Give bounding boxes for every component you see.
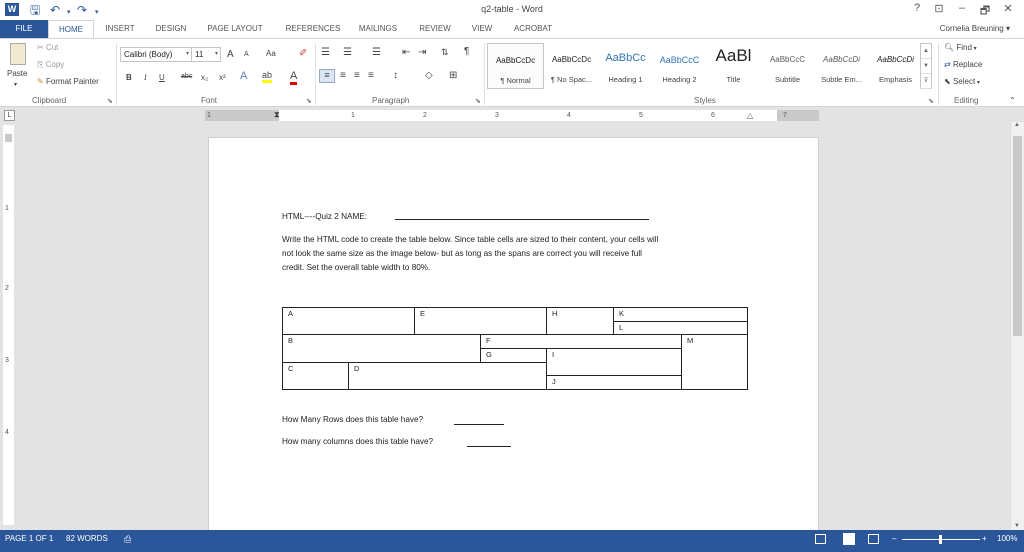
- rows-answer-line: [454, 424, 504, 425]
- shading-icon[interactable]: ◇: [425, 70, 433, 81]
- ruler-number: 3: [5, 357, 9, 364]
- style-preview: AaBbCcDi: [877, 55, 914, 64]
- style-name: Emphasis: [879, 75, 912, 84]
- scroll-down-icon[interactable]: ▼: [921, 59, 931, 74]
- scroll-up-icon[interactable]: ▲: [921, 44, 931, 59]
- scrollbar-thumb[interactable]: [1013, 136, 1022, 336]
- font-launcher-icon[interactable]: ⬊: [306, 98, 312, 105]
- scissors-icon: ✂: [37, 43, 46, 52]
- table-cell[interactable]: B: [282, 334, 481, 363]
- tab-view[interactable]: VIEW: [471, 24, 493, 33]
- ruler-number: 7: [783, 112, 787, 119]
- word-count[interactable]: 82 WORDS: [66, 534, 108, 543]
- user-account[interactable]: Cornelia Breuning ▾: [939, 24, 1010, 33]
- align-left-icon[interactable]: ≡: [319, 69, 335, 83]
- scroll-up-icon[interactable]: ▲: [1014, 122, 1020, 128]
- vertical-scrollbar[interactable]: [1010, 122, 1024, 530]
- style-preview: AaBbCcDc: [551, 55, 592, 64]
- tab-insert[interactable]: INSERT: [105, 24, 135, 33]
- style-title[interactable]: [707, 43, 760, 89]
- save-icon[interactable]: 🖫: [30, 3, 41, 17]
- find-label: Find: [956, 43, 972, 52]
- ruler-number: 1: [207, 112, 211, 119]
- word-logo-icon: W: [5, 3, 19, 16]
- ruler-left-margin: [205, 110, 279, 121]
- style-subtle-emphasis[interactable]: [815, 43, 868, 89]
- tab-review[interactable]: REVIEW: [419, 24, 451, 33]
- tab-file[interactable]: FILE: [0, 20, 48, 38]
- ruler-number: 4: [5, 429, 9, 436]
- collapse-ribbon-icon[interactable]: ⌃: [1009, 96, 1016, 105]
- chevron-down-icon[interactable]: ▾: [185, 51, 189, 57]
- paragraph-group-label: Paragraph: [372, 96, 410, 105]
- table-cell[interactable]: M: [681, 334, 748, 390]
- name-blank-line: [395, 219, 649, 220]
- group-separator: [938, 43, 939, 105]
- shrink-font-button[interactable]: A: [244, 51, 249, 58]
- ribbon: [0, 38, 1024, 107]
- indent-marker-icon[interactable]: ⧗: [274, 110, 280, 119]
- vertical-ruler-margin: [5, 134, 12, 142]
- clipboard-icon[interactable]: [10, 43, 26, 65]
- style-preview: AaBbCcDc: [495, 56, 536, 65]
- instruction-line: credit. Set the overall table width to 80%.: [282, 263, 431, 272]
- tab-selector[interactable]: L: [4, 110, 15, 121]
- styles-scroll[interactable]: [920, 43, 932, 89]
- style-preview: AaBl: [715, 46, 752, 65]
- sort-icon[interactable]: ⇅: [441, 47, 449, 57]
- grow-font-button[interactable]: A: [227, 49, 234, 60]
- paragraph-launcher-icon[interactable]: ⬊: [475, 98, 481, 105]
- tab-home[interactable]: HOME: [48, 20, 94, 39]
- style-preview: AaBbCcC: [659, 55, 700, 65]
- instruction-line: not look the same size as the image below- but as long as the spans are correct you will receive full: [282, 249, 642, 258]
- font-color-icon[interactable]: A: [290, 70, 297, 85]
- customize-qa-icon[interactable]: ▾: [95, 9, 99, 16]
- underline-button[interactable]: U: [159, 73, 165, 82]
- horizontal-ruler[interactable]: [205, 110, 819, 121]
- status-bar: [0, 530, 1024, 552]
- numbering-icon[interactable]: ☰: [343, 47, 352, 58]
- scroll-down-icon[interactable]: ▼: [1014, 523, 1020, 529]
- replace-label: Replace: [952, 60, 983, 69]
- zoom-level[interactable]: 100%: [997, 534, 1018, 543]
- select-label: Select: [952, 77, 976, 86]
- borders-icon[interactable]: ⊞: [449, 70, 458, 81]
- style-preview: AaBbCcC: [769, 55, 806, 64]
- paste-button[interactable]: Paste: [7, 69, 28, 78]
- editing-group-label: Editing: [954, 96, 979, 105]
- ruler-number: 4: [567, 112, 571, 119]
- group-separator: [484, 43, 485, 105]
- table-cell[interactable]: F: [480, 334, 682, 349]
- window-title: q2-table - Word: [481, 4, 543, 14]
- styles-group-label: Styles: [694, 96, 716, 105]
- subscript-button[interactable]: x₂: [201, 73, 209, 82]
- increase-indent-icon[interactable]: ⇥: [418, 47, 427, 58]
- undo-dropdown-icon[interactable]: ▾: [67, 9, 71, 16]
- close-button[interactable]: ✕: [1003, 3, 1013, 15]
- group-separator: [116, 43, 117, 105]
- table-cell[interactable]: I: [546, 348, 682, 376]
- styles-launcher-icon[interactable]: ⬊: [928, 98, 934, 105]
- highlight-icon[interactable]: ab: [262, 70, 272, 83]
- tab-mailings[interactable]: MAILINGS: [358, 24, 398, 33]
- bold-button[interactable]: B: [126, 73, 132, 82]
- clear-formatting-icon[interactable]: ✐: [299, 48, 308, 59]
- italic-button[interactable]: I: [144, 73, 147, 82]
- help-button[interactable]: ?: [913, 2, 921, 14]
- vertical-ruler[interactable]: [3, 125, 14, 525]
- style-preview: AaBbCc: [605, 52, 646, 64]
- select-button[interactable]: [944, 77, 980, 86]
- table-cell[interactable]: D: [348, 362, 547, 390]
- multilevel-list-icon[interactable]: ☰: [372, 47, 381, 58]
- align-right-icon[interactable]: ≡: [354, 70, 360, 81]
- strikethrough-button[interactable]: abc: [181, 73, 193, 80]
- columns-question: How many columns does this table have?: [282, 437, 434, 446]
- table-cell[interactable]: G: [480, 348, 547, 363]
- minimize-button[interactable]: –: [958, 2, 966, 14]
- ruler-number: 1: [351, 112, 355, 119]
- ruler-number: 3: [495, 112, 499, 119]
- table-cell[interactable]: H: [546, 307, 614, 335]
- quiz-heading: HTML----Quiz 2 NAME:: [282, 212, 368, 221]
- table-cell[interactable]: L: [613, 321, 748, 335]
- style-name: ¶ Normal: [500, 76, 531, 85]
- binoculars-icon: 🔍︎: [944, 43, 957, 52]
- table-cell[interactable]: E: [414, 307, 547, 335]
- change-case-button[interactable]: Aa: [266, 49, 276, 58]
- zoom-in-button[interactable]: +: [982, 534, 987, 543]
- table-cell[interactable]: K: [613, 307, 748, 322]
- tab-design[interactable]: DESIGN: [155, 24, 187, 33]
- format-painter-button[interactable]: [37, 77, 99, 86]
- instruction-line: Write the HTML code to create the table below. Since table cells are sized to their content, your cells will: [282, 235, 659, 244]
- cut-label: Cut: [45, 43, 59, 52]
- title-bar: [0, 0, 1024, 20]
- zoom-out-button[interactable]: –: [892, 534, 897, 543]
- font-group-label: Font: [201, 96, 218, 105]
- style-name: Title: [726, 75, 741, 84]
- pilcrow-icon[interactable]: ¶: [464, 46, 470, 57]
- font-name-combo[interactable]: [120, 47, 192, 62]
- font-size-value: 11: [195, 50, 204, 59]
- read-mode-icon[interactable]: [815, 534, 826, 544]
- style-no-spacing[interactable]: [545, 43, 598, 89]
- copy-icon: ⎘: [37, 60, 46, 69]
- redo-icon[interactable]: ↷: [77, 3, 88, 17]
- print-layout-icon[interactable]: [843, 533, 855, 545]
- ribbon-display-button[interactable]: ⊡: [934, 3, 944, 15]
- ruler-number: 5: [639, 112, 643, 119]
- ruler-number: 2: [5, 285, 9, 292]
- style-name: Subtle Em...: [821, 75, 862, 84]
- page-count[interactable]: PAGE 1 OF 1: [5, 534, 54, 543]
- table-cell[interactable]: J: [546, 375, 682, 390]
- columns-answer-line: [467, 446, 511, 447]
- format-painter-label: Format Painter: [45, 77, 99, 86]
- undo-icon[interactable]: ↶: [50, 3, 61, 17]
- clipboard-group-label: Clipboard: [32, 96, 67, 105]
- web-layout-icon[interactable]: [868, 534, 879, 544]
- line-spacing-icon[interactable]: ↕: [393, 70, 398, 81]
- align-center-icon[interactable]: ≡: [340, 70, 346, 81]
- rows-question: How Many Rows does this table have?: [282, 415, 424, 424]
- tab-references[interactable]: REFERENCES: [285, 24, 341, 33]
- cursor-icon: ⬉: [944, 77, 953, 86]
- ruler-number: 6: [711, 112, 715, 119]
- more-styles-icon[interactable]: ⊽: [921, 74, 931, 89]
- style-name: ¶ No Spac...: [550, 75, 593, 84]
- style-emphasis[interactable]: [869, 43, 922, 89]
- ruler-number: 2: [423, 112, 427, 119]
- text-effects-icon[interactable]: A: [240, 70, 248, 82]
- ribbon-tabs: [0, 20, 1024, 38]
- copy-label: Copy: [45, 60, 65, 69]
- font-name-value: Calibri (Body): [124, 50, 173, 59]
- find-button[interactable]: [944, 43, 977, 52]
- ruler-row: [0, 108, 1024, 122]
- restore-button[interactable]: 🗗: [979, 5, 991, 17]
- decrease-indent-icon[interactable]: ⇤: [402, 47, 411, 58]
- cut-button[interactable]: [37, 43, 58, 52]
- font-size-combo[interactable]: [191, 47, 221, 62]
- bullets-icon[interactable]: ☰: [321, 47, 330, 58]
- chevron-down-icon: ▾: [975, 80, 980, 86]
- style-heading-2[interactable]: [653, 43, 706, 89]
- superscript-button[interactable]: x²: [219, 73, 226, 82]
- copy-button[interactable]: [37, 60, 64, 70]
- tab-page-layout[interactable]: PAGE LAYOUT: [207, 24, 263, 33]
- style-name: Heading 2: [662, 75, 697, 84]
- paste-dropdown-icon[interactable]: ▾: [14, 82, 18, 88]
- tab-acrobat[interactable]: ACROBAT: [513, 24, 553, 33]
- proofing-icon[interactable]: ⎙: [124, 534, 132, 544]
- style-name: Subtitle: [774, 75, 801, 84]
- right-indent-marker-icon[interactable]: △: [747, 111, 754, 120]
- clipboard-launcher-icon[interactable]: ⬊: [107, 98, 113, 105]
- style-normal[interactable]: [487, 43, 544, 89]
- ruler-number: 1: [5, 205, 9, 212]
- justify-icon[interactable]: ≡: [368, 70, 374, 81]
- replace-button[interactable]: [944, 60, 982, 69]
- style-name: Heading 1: [608, 75, 643, 84]
- brush-icon: ✎: [37, 77, 46, 86]
- styles-gallery: [487, 43, 924, 89]
- zoom-slider-thumb[interactable]: [939, 535, 942, 544]
- group-separator: [315, 43, 316, 105]
- chevron-down-icon: ▾: [971, 46, 977, 52]
- replace-icon: ⇄: [944, 60, 953, 69]
- style-preview: AaBbCcDi: [823, 55, 860, 64]
- style-subtitle[interactable]: [761, 43, 814, 89]
- table-cell[interactable]: C: [282, 362, 349, 390]
- chevron-down-icon[interactable]: ▾: [214, 51, 218, 57]
- table-cell[interactable]: A: [282, 307, 415, 335]
- style-heading-1[interactable]: [599, 43, 652, 89]
